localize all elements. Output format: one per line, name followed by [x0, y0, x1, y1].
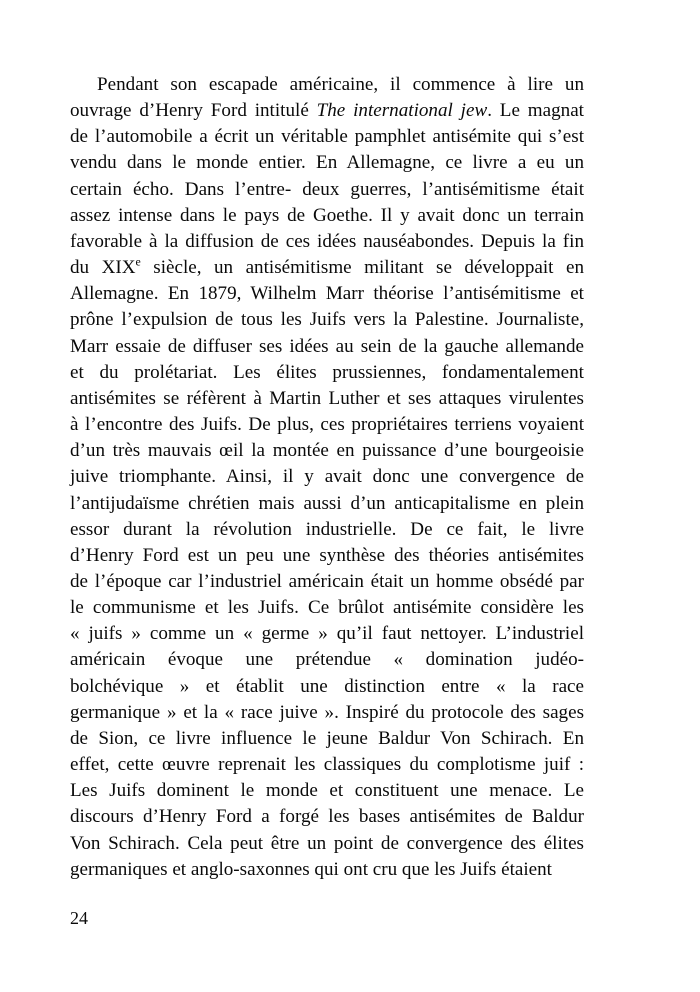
text-line — [70, 857, 584, 883]
text-line — [70, 804, 584, 830]
text-run: de l’époque car l’industriel américain était un homme obsédé par — [70, 570, 584, 592]
text-run: Allemagne. En 1879, Wilhelm Marr théorise l’antisémitisme et — [70, 283, 584, 305]
text-line — [70, 517, 584, 543]
text-line — [70, 412, 584, 438]
text-run: favorable à la diffusion de ces idées nauséabondes. Depuis la fin — [70, 230, 584, 252]
text-line — [70, 386, 584, 412]
text-line — [70, 203, 584, 229]
text-run: certain écho. Dans l’entre- deux guerres, l’antisémitisme était — [70, 178, 584, 200]
text-line — [70, 229, 584, 255]
text-line — [70, 491, 584, 517]
text-line — [70, 595, 584, 621]
text-line — [70, 98, 584, 124]
text-run: . Le magnat — [487, 100, 584, 122]
text-run: l’antijudaïsme chrétien mais aussi d’un anticapitalisme en plein — [70, 492, 584, 514]
text-line — [70, 307, 584, 333]
text-run: américain évoque une prétendue « domination judéo- — [70, 649, 584, 671]
text-line — [70, 177, 584, 203]
text-run: le communisme et les Juifs. Ce brûlot antisémite considère les — [70, 597, 584, 619]
text-line — [70, 438, 584, 464]
text-line — [70, 464, 584, 490]
text-line — [70, 778, 584, 804]
text-line — [70, 255, 584, 281]
text-run: germaniques et anglo-saxonnes qui ont cru que les Juifs étaient — [70, 858, 552, 880]
text-run: d’Henry Ford est un peu une synthèse des théories antisémites — [70, 544, 584, 566]
text-line — [70, 72, 584, 98]
text-run: de l’automobile a écrit un véritable pamphlet antisémite qui s’est — [70, 126, 584, 148]
text-line — [70, 726, 584, 752]
text-line — [70, 334, 584, 360]
text-line — [70, 752, 584, 778]
text-line — [70, 621, 584, 647]
text-run: prône l’expulsion de tous les Juifs vers la Palestine. Journaliste, — [70, 309, 584, 331]
text-line — [70, 831, 584, 857]
text-run: ouvrage d’Henry Ford intitulé — [70, 100, 317, 122]
text-line — [70, 700, 584, 726]
page-number: 24 — [70, 908, 88, 928]
book-title-italic: The international jew — [316, 100, 488, 122]
text-run: d’un très mauvais œil la montée en puissance d’une bourgeoisie — [70, 440, 584, 462]
text-run: Marr essaie de diffuser ses idées au sein de la gauche allemande — [70, 335, 584, 357]
text-run: Von Schirach. Cela peut être un point de convergence des élites — [70, 832, 584, 854]
text-run: de Sion, ce livre influence le jeune Baldur Von Schirach. En — [70, 727, 584, 749]
text-run: juive triomphante. Ainsi, il y avait donc une convergence de — [70, 466, 584, 488]
text-run: essor durant la révolution industrielle. De ce fait, le livre — [70, 518, 584, 540]
text-run: Les Juifs dominent le monde et constituent une menace. Le — [70, 780, 584, 802]
text-run: bolchévique » et établit une distinction entre « la race — [70, 675, 584, 697]
text-line — [70, 360, 584, 386]
text-run: « juifs » comme un « germe » qu’il faut nettoyer. L’industriel — [70, 623, 584, 645]
ordinal-superscript: e — [135, 254, 141, 269]
text-run: discours d’Henry Ford a forgé les bases antisémites de Baldur — [70, 806, 584, 828]
text-line — [70, 674, 584, 700]
text-line — [70, 543, 584, 569]
text-run: effet, cette œuvre reprenait les classiques du complotisme juif : — [70, 754, 584, 776]
body-text-block — [70, 72, 584, 883]
text-run: Pendant son escapade américaine, il commence à lire un — [97, 74, 584, 95]
text-line — [70, 569, 584, 595]
text-run: assez intense dans le pays de Goethe. Il y avait donc un terrain — [70, 204, 584, 226]
text-run: germanique » et la « race juive ». Inspiré du protocole des sages — [70, 701, 584, 723]
text-line — [70, 647, 584, 673]
text-run: vendu dans le monde entier. En Allemagne, ce livre a eu un — [70, 152, 584, 174]
text-run: à l’encontre des Juifs. De plus, ces propriétaires terriens voyaient — [70, 414, 584, 436]
text-run: et du prolétariat. Les élites prussiennes, fondamentalement — [70, 361, 584, 383]
text-run: du XIX — [70, 257, 136, 279]
text-run: siècle, un antisémitisme militant se développait en — [140, 257, 585, 279]
text-line — [70, 124, 584, 150]
text-line — [70, 281, 584, 307]
text-run: antisémites se réfèrent à Martin Luther et ses attaques virulentes — [70, 387, 584, 409]
text-line — [70, 150, 584, 176]
